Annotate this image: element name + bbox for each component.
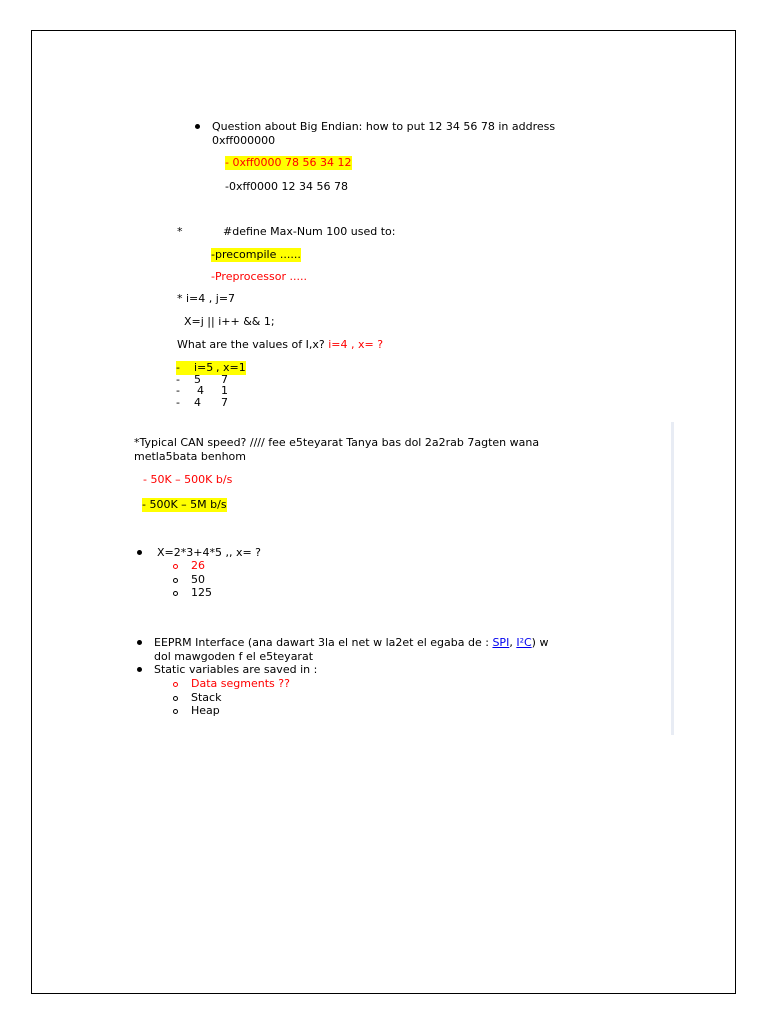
bullet-icon bbox=[195, 124, 200, 129]
bullet-icon bbox=[137, 667, 142, 672]
dash: - bbox=[176, 361, 180, 374]
bullet-icon bbox=[137, 550, 142, 555]
q3-line2: X=j || i++ && 1; bbox=[184, 315, 275, 328]
q5-option-1-text: 26 bbox=[191, 559, 205, 572]
q3-option-2-a: 5 bbox=[194, 373, 201, 386]
q1-question-line2: 0xff000000 bbox=[212, 134, 276, 147]
q3-option-3-a: 4 bbox=[197, 384, 204, 397]
q3-answer: i=4 , x= ? bbox=[328, 338, 384, 351]
bullet-icon bbox=[137, 640, 142, 645]
q3-option-1-b: , x=1 bbox=[216, 361, 246, 374]
q7-option-3: Heap bbox=[191, 704, 220, 717]
circle-bullet-icon bbox=[173, 709, 178, 714]
spi-link[interactable]: SPI bbox=[492, 636, 510, 649]
q3-option-4-b: 7 bbox=[221, 396, 228, 409]
q6-line1 bbox=[154, 636, 548, 650]
q2-question: #define Max-Num 100 used to: bbox=[223, 225, 396, 238]
q1-question-line1: Question about Big Endian: how to put 12 34 56 78 in address bbox=[212, 120, 556, 133]
q6-line1-end: ) w bbox=[531, 636, 549, 649]
dash: - bbox=[176, 373, 180, 386]
circle-bullet-icon bbox=[173, 564, 178, 569]
separator: , bbox=[509, 636, 517, 649]
q6-line2: dol mawgoden f el e5teyarat bbox=[154, 650, 314, 663]
dash: - bbox=[176, 396, 180, 409]
q7-option-1-text: Data segments ?? bbox=[191, 677, 290, 690]
q7-option-2: Stack bbox=[191, 691, 222, 704]
q3-question bbox=[177, 338, 383, 352]
q6-line1-text: EEPRM Interface (ana dawart 3la el net w la2et el egaba de : bbox=[154, 636, 493, 649]
q4-option-a: - 50K – 500K b/s bbox=[143, 473, 233, 486]
q1-option-a: - 0xff0000 78 56 34 12 bbox=[225, 156, 352, 169]
q3-option-1-a: i=5 bbox=[194, 361, 214, 374]
q4-line2: metla5bata benhom bbox=[134, 450, 247, 463]
q5-option-2: 50 bbox=[191, 573, 205, 586]
q2-option-a: -precompile ...... bbox=[211, 248, 301, 261]
circle-bullet-icon bbox=[173, 578, 178, 583]
circle-bullet-icon bbox=[173, 696, 178, 701]
q7-question: Static variables are saved in : bbox=[154, 663, 318, 676]
dash: - bbox=[176, 384, 180, 397]
q2-option-b: -Preprocessor ..... bbox=[211, 270, 307, 283]
q3-option-4 bbox=[176, 396, 246, 410]
margin-line bbox=[671, 422, 674, 735]
circle-bullet-icon bbox=[173, 682, 178, 687]
circle-bullet-icon bbox=[173, 591, 178, 596]
q3-option-4-a: 4 bbox=[194, 396, 201, 409]
q3-question-text: What are the values of I,x? bbox=[177, 338, 325, 351]
i2c-link[interactable]: I²C bbox=[516, 636, 532, 649]
q4-option-b: - 500K – 5M b/s bbox=[142, 498, 227, 511]
q5-question: X=2*3+4*5 ,, x= ? bbox=[157, 546, 262, 559]
document-page bbox=[31, 30, 736, 994]
q5-option-3: 125 bbox=[191, 586, 212, 599]
q2-star: * bbox=[177, 225, 183, 238]
q3-option-2-b: 7 bbox=[221, 373, 228, 386]
q3-option-3-b: 1 bbox=[221, 384, 228, 397]
q3-line1: * i=4 , j=7 bbox=[177, 292, 236, 305]
q1-option-b: -0xff0000 12 34 56 78 bbox=[225, 180, 349, 193]
q4-line1: *Typical CAN speed? //// fee e5teyarat Tanya bas dol 2a2rab 7agten wana bbox=[134, 436, 540, 449]
